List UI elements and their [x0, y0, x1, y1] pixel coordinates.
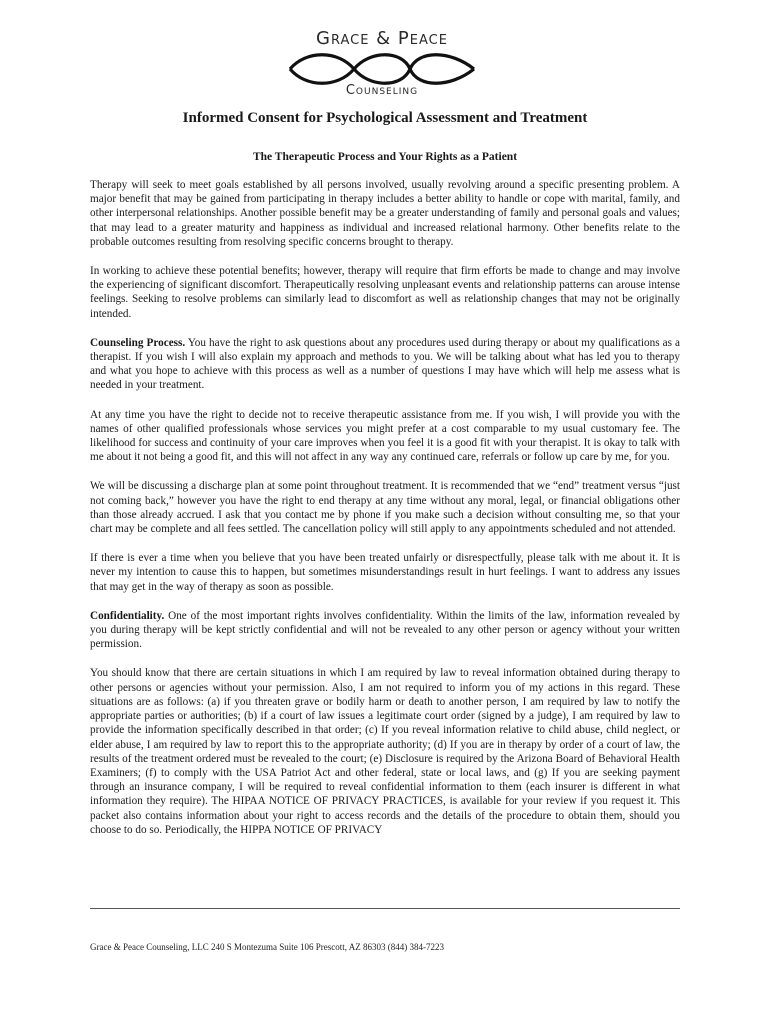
document-title: Informed Consent for Psychological Assessment and Treatment [182, 110, 588, 126]
footer-address: Grace & Peace Counseling, LLC 240 S Montezuma Suite 106 Prescott, AZ 86303 (844) 384-7223 [90, 942, 444, 952]
confidentiality-text: One of the most important rights involves confidentiality. Within the limits of the law, information revealed by you during therapy will be kept strictly confidential and will not be revealed to any other person or agency without your written permission. [90, 609, 680, 651]
paragraph-legal-exceptions: You should know that there are certain situations in which I am required by law to reveal information obtained during therapy to other persons or agencies without your permission. Also, I am not required to inform you of my actions in this regard. These situations are as follows: (a) if you threaten grave or bodily harm or death to another person, I am required by law to notify the appropriate parties or authorities; (b) if a court of law issues a legitimate court order (signed by a judge), I am required by law to provide the information specifically described in that order; (c) If you reveal information relative to child abuse, child neglect, or elder abuse, I am required by law to report this to the appropriate authority; (d) If you are in therapy by order of a court of law, the results of the treatment ordered must be revealed to the court; (e) Disclosure is required by the Arizona Board of Behavioral Health Examiners; (f) to comply with the USA Patriot Act and other federal, state or local laws, and (g) If you are seeking payment through an insurance company, I will be required to reveal confidential information to them (each insurer is different in what information they require). The HIPAA NOTICE OF PRIVACY PRACTICES, is available for your review if you request it. This packet also contains information about your right to access records and the details of the procedure to obtain them, should you choose to do so. Periodically, the HIPPA NOTICE OF PRIVACY [90, 667, 680, 836]
paragraph-right-to-decline: At any time you have the right to decide not to receive therapeutic assistance from me. If you wish, I will provide you with the names of other qualified professionals whose services you might prefer at a cost comparable to my usual customary fee. The likelihood for success and continuity of your care improves when you feel it is a good fit with your therapist. It is okay to talk with me about it not being a good fit, and this will not affect in any way any continued care, referrals or follow up care by me, for you. [90, 408, 680, 464]
counseling-process-heading: Counseling Process. [90, 336, 186, 349]
paragraph-benefits-effort: In working to achieve these potential benefits; however, therapy will require that firm efforts be made to change and may involve the experiencing of significant discomfort. Therapeutically resolving unpleasant events and relationship patterns can arouse intense feelings. Seeking to resolve problems can similarly lead to discomfort as well as relationship changes that may not be originally intended. [90, 265, 680, 320]
document-subtitle: The Therapeutic Process and Your Rights as a Patient [252, 151, 518, 163]
paragraph-therapy-goals: Therapy will seek to meet goals established by all persons involved, usually revolving around a specific presenting problem. A major benefit that may be gained from participating in therapy includes a better ability to handle or cope with marital, family, and other interpersonal relationships. Another possible benefit may be a greater understanding of family and personal goals and values; that may lead to a greater maturity and happiness as individual and increased relational harmony. Other benefits relate to the probable outcomes resulting from resolving specific concerns brought to therapy. [90, 179, 680, 248]
footer-divider [90, 908, 680, 909]
paragraph-discharge-plan: We will be discussing a discharge plan at some point throughout treatment. It is recommended that we “end” treatment versus “just not coming back,” however you have the right to end therapy at any time without any moral, legal, or financial obligations other than those already accrued. I ask that you contact me by phone if you make such a decision without consulting me, so that your chart may be complete and all fees settled. The cancellation policy will still apply to any appointments scheduled and not attended. [90, 480, 680, 536]
paragraph-counseling-process [90, 336, 680, 393]
counseling-process-text: You have the right to ask questions about any procedures used during therapy or about my qualifications as a therapist. If you wish I will also explain my approach and methods to you. We will be talking about what has led you to therapy and what you hope to achieve with this process as well as a number of questions I may have which will help me assess what is needed in your treatment. [90, 336, 680, 392]
logo-infinity-icon [286, 52, 478, 86]
company-logo [282, 22, 482, 102]
logo-bottom-text: Counseling [345, 83, 419, 98]
document-body [90, 178, 680, 852]
logo-top-text: Grace & Peace [316, 28, 448, 49]
paragraph-confidentiality [90, 609, 680, 652]
paragraph-fair-treatment: If there is ever a time when you believe that you have been treated unfairly or disrespectfully, please talk with me about it. It is never my intention to cause this to happen, but sometimes misunderstandings result in hurt feelings. I want to address any issues that may get in the way of therapy as soon as possible. [90, 552, 680, 593]
confidentiality-heading: Confidentiality. [90, 609, 165, 622]
